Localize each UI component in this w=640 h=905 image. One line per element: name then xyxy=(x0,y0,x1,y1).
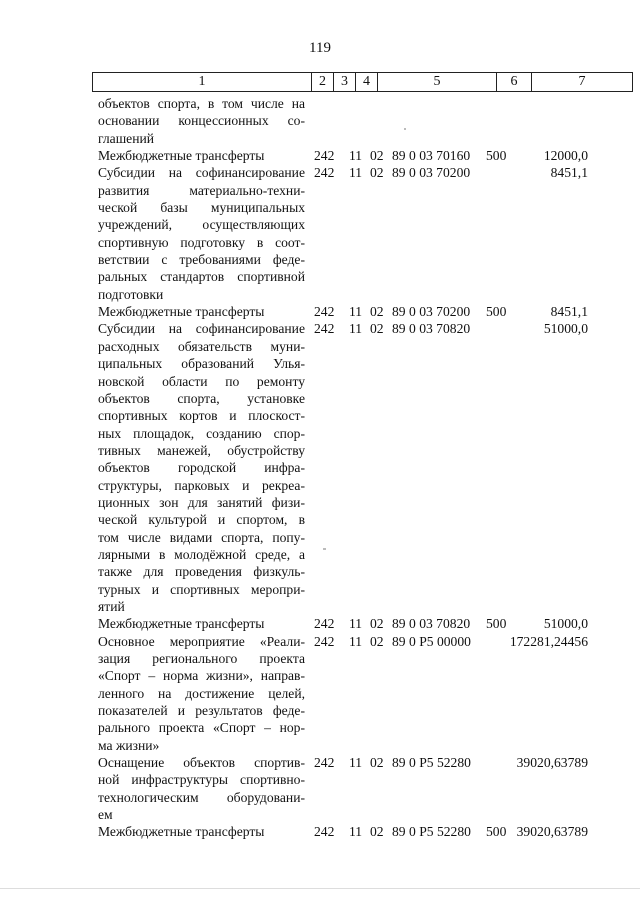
description-line: объектов спорта, установке xyxy=(98,390,305,406)
row-code-col6: 500 xyxy=(486,616,507,632)
row-code-col5: 89 0 03 70820 xyxy=(392,616,471,632)
description-line: турных и спортивных меропри- xyxy=(98,581,305,597)
row-amount: 39020,63789 xyxy=(516,824,588,840)
table-row xyxy=(0,823,640,840)
description-line: тивных манежей, обустройству xyxy=(98,442,305,458)
description-line: том числе видами спорта, попу- xyxy=(98,529,305,545)
description-line: также для проведения физкуль- xyxy=(98,564,305,580)
description-line: учреждений, осуществляющих xyxy=(98,217,305,233)
table-row xyxy=(0,147,640,164)
row-description xyxy=(98,633,305,754)
table-row xyxy=(0,754,640,823)
row-amount: 51000,0 xyxy=(543,616,588,632)
row-description xyxy=(98,615,305,632)
description-line: ем xyxy=(98,807,113,823)
row-code-col2: 242 xyxy=(314,304,335,320)
description-line: технологическим оборудовани- xyxy=(98,789,305,805)
scan-speck xyxy=(323,548,326,550)
row-code-col2: 242 xyxy=(314,616,335,632)
description-line: новской области по ремонту xyxy=(98,373,305,389)
row-code-col5: 89 0 03 70820 xyxy=(392,321,471,337)
row-code-col4: 02 xyxy=(370,824,384,840)
description-line: рального проекта «Спорт – нор- xyxy=(98,720,305,736)
row-description xyxy=(98,147,305,164)
description-line: спортивных кортов и плоскост- xyxy=(98,408,305,424)
description-line: объектов городской инфра- xyxy=(98,460,305,476)
row-code-col5: 89 0 03 70200 xyxy=(392,304,471,320)
table-row xyxy=(0,303,640,320)
header-col-5: 5 xyxy=(378,73,497,92)
row-code-col2: 242 xyxy=(314,165,335,181)
row-code-col3: 11 xyxy=(349,616,363,632)
description-line: ционных зон для занятий физи- xyxy=(98,494,305,510)
row-amount: 8451,1 xyxy=(550,165,588,181)
description-line: ма жизни» xyxy=(98,737,160,753)
row-description xyxy=(98,164,305,303)
description-line: ленного на достижение целей, xyxy=(98,685,305,701)
description-line: основании концессионных со- xyxy=(98,113,305,129)
description-line: Основное мероприятие «Реали- xyxy=(98,633,305,649)
row-code-col5: 89 0 P5 52280 xyxy=(392,824,471,840)
header-col-4: 4 xyxy=(356,73,378,92)
row-code-col4: 02 xyxy=(370,633,384,649)
description-line: Межбюджетные трансферты xyxy=(98,148,265,164)
row-description xyxy=(98,823,305,840)
description-line: Субсидии на софинансирование xyxy=(98,165,305,181)
header-col-6: 6 xyxy=(497,73,532,92)
row-code-col4: 02 xyxy=(370,148,384,164)
row-code-col4: 02 xyxy=(370,304,384,320)
description-line: «Спорт – норма жизни», направ- xyxy=(98,668,305,684)
page-number: 119 xyxy=(309,40,331,56)
description-line: глашений xyxy=(98,130,155,146)
header-col-1: 1 xyxy=(93,73,312,92)
row-description xyxy=(98,95,305,147)
description-line: структуры, парковых и рекреа- xyxy=(98,477,305,493)
description-line: ральных стандартов спортивной xyxy=(98,269,305,285)
row-code-col5: 89 0 03 70200 xyxy=(392,165,471,181)
row-code-col3: 11 xyxy=(349,148,363,164)
scan-speck xyxy=(404,128,406,130)
row-amount: 51000,0 xyxy=(543,321,588,337)
row-code-col2: 242 xyxy=(314,321,335,337)
table-row xyxy=(0,320,640,615)
description-line: Межбюджетные трансферты xyxy=(98,824,265,840)
description-line: расходных обязательств муни- xyxy=(98,338,305,354)
row-code-col3: 11 xyxy=(349,321,363,337)
row-code-col3: 11 xyxy=(349,633,363,649)
description-line: объектов спорта, в том числе на xyxy=(98,96,305,111)
description-line: ческой культурой и спортом, в xyxy=(98,512,305,528)
row-amount: 39020,63789 xyxy=(516,755,588,771)
description-line: ной инфраструктуры спортивно- xyxy=(98,772,305,788)
description-line: Субсидии на софинансирование xyxy=(98,321,305,337)
table-row xyxy=(0,164,640,303)
header-col-7: 7 xyxy=(532,73,633,92)
row-code-col3: 11 xyxy=(349,824,363,840)
description-line: Межбюджетные трансферты xyxy=(98,304,265,320)
table-row xyxy=(0,615,640,632)
row-code-col3: 11 xyxy=(349,304,363,320)
row-code-col6: 500 xyxy=(486,304,507,320)
description-line: Оснащение объектов спортив- xyxy=(98,755,305,771)
header-col-2: 2 xyxy=(312,73,334,92)
description-line: показателей и результатов феде- xyxy=(98,703,305,719)
row-code-col4: 02 xyxy=(370,321,384,337)
table-header xyxy=(92,72,633,92)
description-line: ных площадок, созданию спор- xyxy=(98,425,305,441)
row-code-col2: 242 xyxy=(314,755,335,771)
row-code-col3: 11 xyxy=(349,755,363,771)
row-description xyxy=(98,754,305,823)
row-code-col5: 89 0 P5 52280 xyxy=(392,755,471,771)
scan-edge-line xyxy=(0,888,640,889)
table-row xyxy=(0,633,640,754)
description-line: спортивную подготовку в соот- xyxy=(98,234,305,250)
row-code-col4: 02 xyxy=(370,616,384,632)
header-col-3: 3 xyxy=(334,73,356,92)
description-line: лярными в молодёжной среде, а xyxy=(98,546,305,562)
description-line: Межбюджетные трансферты xyxy=(98,616,265,632)
row-amount: 12000,0 xyxy=(543,148,588,164)
description-line: подготовки xyxy=(98,286,164,302)
row-code-col6: 500 xyxy=(486,824,507,840)
row-code-col6: 500 xyxy=(486,148,507,164)
table-row xyxy=(0,95,640,147)
row-code-col2: 242 xyxy=(314,148,335,164)
description-line: ветствии с требованиями феде- xyxy=(98,252,305,268)
row-amount: 8451,1 xyxy=(550,304,588,320)
budget-table-body xyxy=(0,95,640,841)
row-code-col2: 242 xyxy=(314,633,335,649)
description-line: развития материально-техни- xyxy=(98,182,305,198)
row-code-col2: 242 xyxy=(314,824,335,840)
row-description xyxy=(98,320,305,615)
row-amount: 172281,24456 xyxy=(509,633,588,649)
row-description xyxy=(98,303,305,320)
description-line: ятий xyxy=(98,598,125,614)
description-line: ципальных образований Улья- xyxy=(98,356,305,372)
row-code-col5: 89 0 P5 00000 xyxy=(392,633,471,649)
row-code-col3: 11 xyxy=(349,165,363,181)
description-line: ческой базы муниципальных xyxy=(98,200,305,216)
row-code-col4: 02 xyxy=(370,165,384,181)
row-code-col5: 89 0 03 70160 xyxy=(392,148,471,164)
description-line: зация регионального проекта xyxy=(98,651,305,666)
row-code-col4: 02 xyxy=(370,755,384,771)
